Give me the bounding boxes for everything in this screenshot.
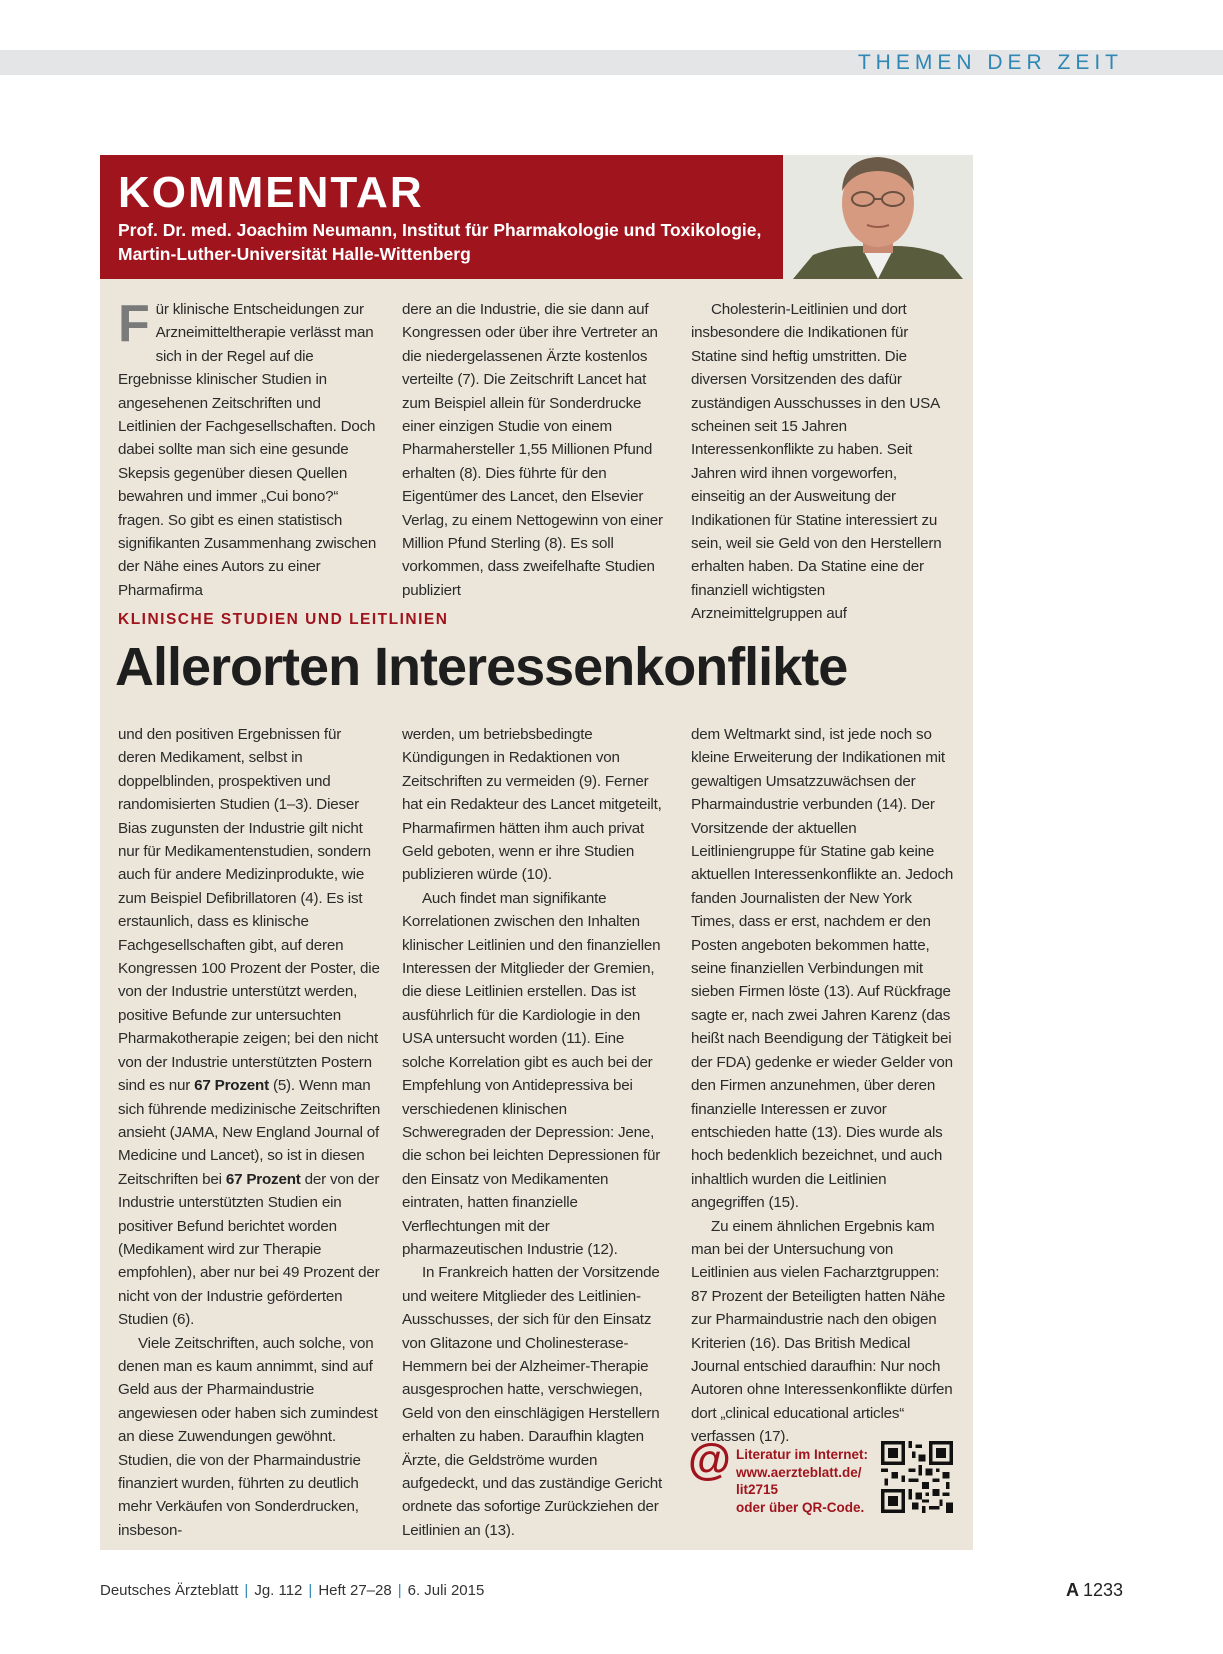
highlight-figure: 67 Prozent (225, 1170, 301, 1188)
article-headline: Allerorten Interessenkonflikte (115, 637, 848, 697)
body-paragraph: Zu einem ähnlichen Ergebnis kam man bei der Untersuchung von Leitlinien aus vielen Facharztgruppen: 87 Prozent der Beteiligten hatten Nähe zur Pharmaindustrie nach den obigen Kriterien (16). Das British Medical Journal entschied daraufhin: Nur noch Autoren ohne Interessenkonflikte dürfen dort „clinical educational articles“ verfassen (17). (691, 1217, 953, 1446)
footer-separator: | (397, 1582, 402, 1599)
intro-text-1: ür klinische Entscheidungen zur Arzneimitteltherapie verlässt man sich in der Regel auf die Ergebnisse klinischer Studien in angesehenen Zeitschriften und Leitlinien der Fachgesellschaften. Doch dabei sollte man sich eine gesunde Skepsis gegenüber diesen Quellen bewahren und immer „Cui bono?“ fragen. So gibt es einen statistisch signifikanten Zusammenhang zwischen der Nähe eines Autors zu einer Pharmafirma (118, 301, 377, 599)
literature-link[interactable]: www.aerzteblatt.de/ (736, 1464, 862, 1480)
highlight-figure: 67 Prozent (194, 1077, 269, 1095)
journal-issue: Heft 27–28 (318, 1582, 392, 1599)
qr-code-icon[interactable] (881, 1441, 953, 1513)
intro-column-1 (118, 295, 381, 602)
body-paragraph: Viele Zeitschriften, auch solche, von denen man es kaum annimmt, sind auf Geld aus der Pharmaindustrie angewiesen oder haben sich zumindest an diese Zuwendungen gewöhnt. Studien, die von der Pharmaindustrie finanziert wurden, führten zu deutlich mehr Verkäufen von Sonderdrucken, insbeson- (118, 1334, 378, 1539)
commentary-kicker: KOMMENTAR (118, 168, 424, 217)
body-column-3 (691, 723, 954, 1449)
body-paragraph: In Frankreich hatten der Vorsitzende und weitere Mitglieder des Leitlinien-Ausschusses, der sich für den Einsatz von Glitazone und Cholinesterase-Hemmern bei der Alzheimer-Therapie ausgesprochen hatte, verschwiegen, Geld von den einschlägigen Herstellern erhalten zu haben. Daraufhin klagten Ärzte, die Geldströme wurden aufgedeckt, und das zuständige Gericht ordnete das sofortige Zurückziehen der Leitlinien an (13). (402, 1264, 663, 1539)
journal-volume: Jg. 112 (254, 1582, 303, 1599)
intro-column-3 (691, 298, 954, 626)
body-paragraph: Auch findet man signifikante Korrelationen zwischen den Inhalten klinischer Leitlinien und den finanziellen Interessen der Mitglieder der Gremien, die diese Leitlinien erstellen. Das ist ausführlich für die Kardiologie in den USA untersucht worden (11). Eine solche Korrelation gibt es auch bei der Empfehlung von Antidepressiva bei verschiedenen klinischen Schweregraden der Depression: Jene, die schon bei leichten Depressionen für den Einsatz von Medikamenten eintraten, hatten finanzielle Verflechtungen mit der pharmazeutischen Industrie (12). (402, 889, 661, 1258)
literature-box (688, 1435, 958, 1518)
journal-name: Deutsches Ärzteblatt (100, 1582, 239, 1599)
section-label: THEMEN DER ZEIT (857, 51, 1123, 74)
body-paragraph: werden, um betriebsbedingte Kündigungen in Redaktionen von Zeitschriften zu vermeiden (9). Ferner hat ein Redakteur des Lancet mitgeteilt, Pharmafirmen hätten ihm auch privat Geld geboten, wenn er ihre Studien publizieren würde (10). (402, 726, 662, 884)
article-subhead: KLINISCHE STUDIEN UND LEITLINIEN (118, 611, 449, 628)
intro-column-2 (402, 298, 665, 602)
at-icon: @ (688, 1435, 731, 1484)
drop-cap: F (118, 295, 150, 353)
page-footer (100, 1581, 484, 1601)
footer-separator: | (308, 1582, 313, 1599)
page-number: A 1233 (1065, 1580, 1123, 1600)
intro-text-2: dere an die Industrie, die sie dann auf Kongressen oder über ihre Vertreter an die niedergelassenen Ärzte kostenlos verteilte (7). Die Zeitschrift Lancet hat zum Beispiel allein für Sonderdrucke einer einzigen Studie von einem Pharmahersteller 1,55 Millionen Pfund erhalten (8). Dies führte für den Eigentümer des Lancet, den Elsevier Verlag, zu einem Nettogewinn von einer Million Pfund Sterling (8). Es soll vorkommen, dass zweifelhafte Studien publiziert (402, 301, 663, 599)
issue-date: 6. Juli 2015 (407, 1582, 485, 1599)
body-column-1 (118, 723, 381, 1542)
body-paragraph: und den positiven Ergebnissen für deren Medikament, selbst in doppelblinden, prospektiven und randomisierten Studien (1–3). Dieser Bias zugunsten der Industrie gilt nicht nur für Medikamentenstudien, sondern auch für andere Medizinprodukte, wie zum Beispiel Defibrillatoren (4). Es ist erstaunlich, dass es klinische Fachgesellschaften gibt, auf deren Kongressen 100 Prozent der Poster, die von der Industrie unterstützt werden, positive Befunde zur untersuchten Pharmakotherapie zeigen; bei den nicht von der Industrie unterstützten Postern sind es nur 67 Prozent (5). Wenn man sich führende medizinische Zeitschriften ansieht (JAMA, New England Journal of Medicine und Lancet), so ist in diesen Zeitschriften bei 67 Prozent der von der Industrie unterstützten Studien ein positiver Befund berichtet worden (Medikament wird zur Therapie empfohlen), aber nur bei 49 Prozent der nicht von der Industrie geförderten Studien (6). (118, 726, 381, 1329)
footer-separator: | (244, 1582, 249, 1599)
author-portrait (783, 155, 973, 279)
literature-text: Literatur im Internet: www.aerzteblatt.de/ lit2715 oder über QR-Code. (736, 1446, 876, 1516)
author-line: Prof. Dr. med. Joachim Neumann, Institut für Pharmakologie und Toxikologie, Martin-Luther-Universität Halle-Wittenberg (118, 220, 762, 264)
commentary-header (100, 155, 783, 279)
intro-text-3: Cholesterin-Leitlinien und dort insbesondere die Indikationen für Statine sind heftig umstritten. Die diversen Vorsitzenden des dafür zuständigen Ausschusses in den USA scheinen seit 15 Jahren Interessenkonflikte zu haben. Seit Jahren wird ihnen vorgeworfen, einseitig an der Ausweitung der Indikationen für Statine interessiert zu sein, weil sie Geld von den Herstellern erhalten haben. Da Statine eine der finanziell wichtigsten Arzneimittelgruppen auf (691, 301, 942, 623)
body-column-2 (402, 723, 665, 1542)
body-paragraph: dem Weltmarkt sind, ist jede noch so kleine Erweiterung der Indikationen mit gewaltigen Umsatzzuwächsen der Pharmaindustrie verbunden (14). Der Vorsitzende der aktuellen Leitliniengruppe für Statine gab keine aktuellen Interessenkonflikte an. Jedoch fanden Journalisten der New York Times, dass er erst, nachdem er den Posten angeboten bekommen hatte, seine finanziellen Verbindungen mit sieben Firmen löste (13). Auf Rückfrage sagte er, nach zwei Jahren Karenz (das heißt nach Beendigung der Tätigkeit bei der FDA) gedenke er wieder Gelder von den Firmen anzunehmen, über deren finanzielle Interessen er zuvor entschieden hatte (13). Dies wurde als hoch bedenklich bezeichnet, und auch inhaltlich wurden die Leitlinien angegriffen (15). (691, 726, 954, 1212)
